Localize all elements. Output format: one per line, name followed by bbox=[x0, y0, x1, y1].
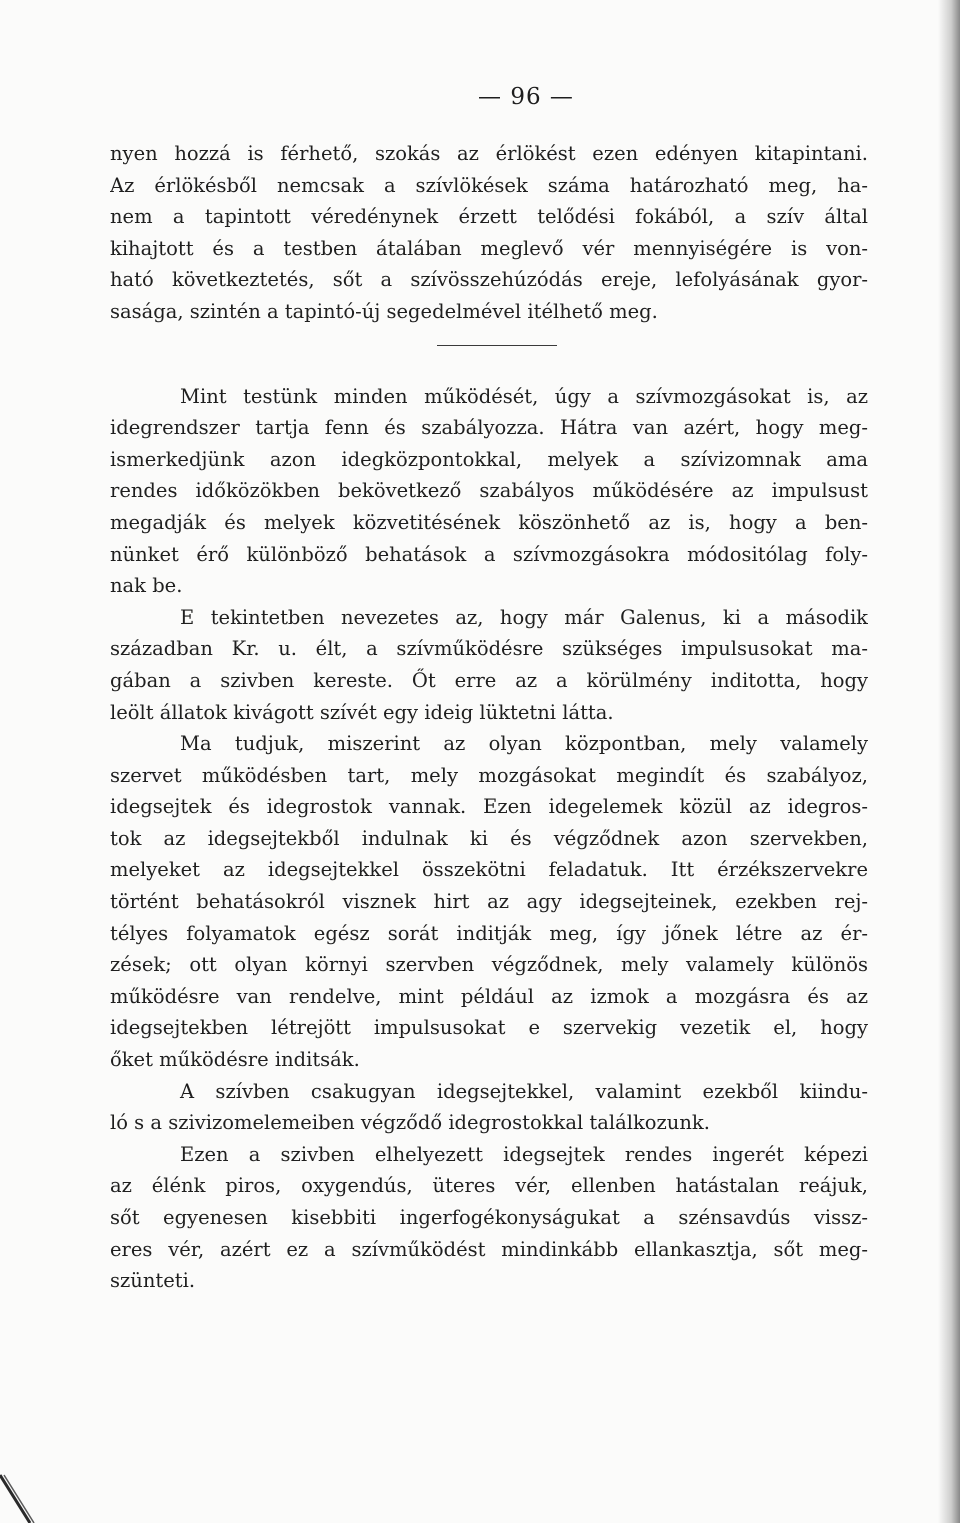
text-line: történt behatásokról visznek hirt az agy idegsejteinek, ezekben rej- bbox=[110, 890, 868, 914]
text-line: A szívben csakugyan idegsejtekkel, valamint ezekből kiindu- bbox=[180, 1079, 868, 1103]
page-edge-shadow bbox=[938, 0, 960, 1523]
text-line: nem a tapintott véredénynek érzett telődési fokából, a szív által bbox=[110, 205, 868, 229]
text-line: idegrendszer tartja fenn és szabályozza. Hátra van azért, hogy meg- bbox=[110, 416, 868, 440]
text-line: melyeket az idegsejtekkel összekötni feladatuk. Itt érzékszervekre bbox=[110, 858, 868, 882]
text-line: szünteti. bbox=[110, 1269, 196, 1293]
text-line: működésre van rendelve, mint például az izmok a mozgásra és az bbox=[110, 984, 868, 1008]
text-line: Ma tudjuk, miszerint az olyan központban, mely valamely bbox=[180, 732, 868, 756]
text-line: nyen hozzá is férhető, szokás az érlökést ezen edényen kitapintani. bbox=[110, 142, 868, 165]
text-line: télyes folyamatok egész sorát inditják meg, így jőnek létre az ér- bbox=[110, 921, 868, 945]
text-line: E tekintetben nevezetes az, hogy már Galenus, ki a második bbox=[180, 605, 868, 629]
paragraph bbox=[110, 1139, 868, 1297]
text-line: sasága, szintén a tapintó-új segedelmével itélhető meg. bbox=[110, 299, 658, 323]
text-line: gában a szivben kereste. Őt erre az a körülmény inditotta, hogy bbox=[110, 668, 868, 692]
text-line: Ezen a szivben elhelyezett idegsejtek rendes ingerét képezi bbox=[180, 1142, 868, 1166]
text-line: az élénk piros, oxygendús, üteres vér, ellenben hatástalan reájuk, bbox=[110, 1174, 868, 1198]
text-line: sőt egyenesen kisebbiti ingerfogékonyságukat a szénsavdús vissz- bbox=[110, 1206, 868, 1229]
text-line: őket működésre inditsák. bbox=[110, 1048, 360, 1072]
text-line: rendes időközökben bekövetkező szabályos működésére az impulsust bbox=[110, 479, 868, 503]
text-line: tok az idegsejtekből indulnak ki és végződnek azon szervekben, bbox=[110, 826, 868, 850]
paragraph bbox=[110, 381, 868, 602]
page-number: — 96 — bbox=[478, 84, 574, 110]
text-line: kihajtott és a testben átalában meglevő vér mennyiségére is von- bbox=[110, 236, 868, 260]
text-line: eres vér, azért ez a szívműködést mindinkább ellankasztja, sőt meg- bbox=[110, 1237, 868, 1261]
text-line: leölt állatok kivágott szívét egy ideig lüktetni látta. bbox=[110, 700, 614, 724]
text-line: Mint testünk minden működését, úgy a szívmozgásokat is, az bbox=[180, 384, 868, 408]
text-line: megadják és melyek közvetitésének köszönhető az is, hogy a ben- bbox=[110, 510, 868, 534]
text-line: Az érlökésből nemcsak a szívlökések száma határozható meg, ha- bbox=[110, 173, 868, 197]
text-line: idegsejtekben létrejött impulsusokat e szervekig vezetik el, hogy bbox=[110, 1016, 868, 1040]
text-line: ismerkedjünk azon idegközpontokkal, melyek a szívizomnak ama bbox=[110, 447, 868, 471]
text-line: nak be. bbox=[110, 574, 183, 598]
text-line: nünket érő különböző behatások a szívmozgásokra módositólag foly- bbox=[110, 542, 868, 566]
corner-fold-mark bbox=[0, 1463, 60, 1523]
paragraph bbox=[110, 602, 868, 728]
text-line: idegsejtek és idegrostok vannak. Ezen idegelemek közül az idegros- bbox=[110, 795, 868, 819]
text-line: ható következtetés, sőt a szívösszehúzódás ereje, lefolyásának gyor- bbox=[110, 268, 868, 292]
body-text bbox=[110, 138, 868, 1297]
text-line: században Kr. u. élt, a szívműködésre szükséges impulsusokat ma- bbox=[110, 637, 868, 661]
text-line: szervet működésben tart, mely mozgásokat megindít és szabályoz, bbox=[110, 763, 868, 787]
paragraph bbox=[110, 1076, 868, 1139]
paragraph bbox=[110, 138, 868, 328]
paragraph bbox=[110, 728, 868, 1076]
section-divider bbox=[110, 328, 868, 381]
text-line: ló s a szivizomelemeiben végződő idegrostokkal találkozunk. bbox=[110, 1111, 710, 1135]
divider-rule bbox=[437, 345, 557, 346]
text-line: zések; ott olyan környi szervben végződnek, mely valamely különös bbox=[110, 953, 868, 977]
